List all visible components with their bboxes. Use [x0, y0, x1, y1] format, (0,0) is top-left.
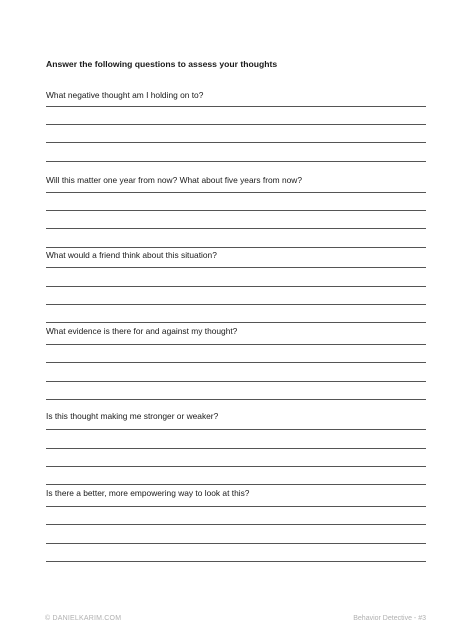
answer-line[interactable]	[46, 210, 426, 211]
answer-line[interactable]	[46, 192, 426, 193]
answer-line[interactable]	[46, 543, 426, 544]
answer-line[interactable]	[46, 362, 426, 363]
answer-line[interactable]	[46, 161, 426, 162]
question-5: Is this thought making me stronger or weaker?	[46, 411, 219, 421]
answer-line[interactable]	[46, 344, 426, 345]
question-2: Will this matter one year from now? What about five years from now?	[46, 175, 303, 185]
question-1: What negative thought am I holding on to?	[46, 90, 204, 100]
answer-line[interactable]	[46, 124, 426, 125]
question-4: What evidence is there for and against my thought?	[46, 326, 238, 336]
worksheet-heading: Answer the following questions to assess your thoughts	[46, 59, 278, 69]
question-6: Is there a better, more empowering way to look at this?	[46, 488, 250, 498]
answer-line[interactable]	[46, 247, 426, 248]
answer-line[interactable]	[46, 304, 426, 305]
answer-line[interactable]	[46, 466, 426, 467]
answer-line[interactable]	[46, 267, 426, 268]
answer-line[interactable]	[46, 429, 426, 430]
answer-line[interactable]	[46, 381, 426, 382]
answer-line[interactable]	[46, 142, 426, 143]
question-3: What would a friend think about this situation?	[46, 250, 217, 260]
answer-line[interactable]	[46, 524, 426, 525]
answer-line[interactable]	[46, 106, 426, 107]
answer-line[interactable]	[46, 448, 426, 449]
answer-line[interactable]	[46, 322, 426, 323]
answer-line[interactable]	[46, 484, 426, 485]
answer-line[interactable]	[46, 506, 426, 507]
footer-page-label: Behavior Detective - #3	[353, 615, 426, 622]
answer-line[interactable]	[46, 286, 426, 287]
footer-copyright: © DANIELKARIM.COM	[45, 615, 122, 622]
answer-line[interactable]	[46, 561, 426, 562]
answer-line[interactable]	[46, 399, 426, 400]
answer-line[interactable]	[46, 228, 426, 229]
